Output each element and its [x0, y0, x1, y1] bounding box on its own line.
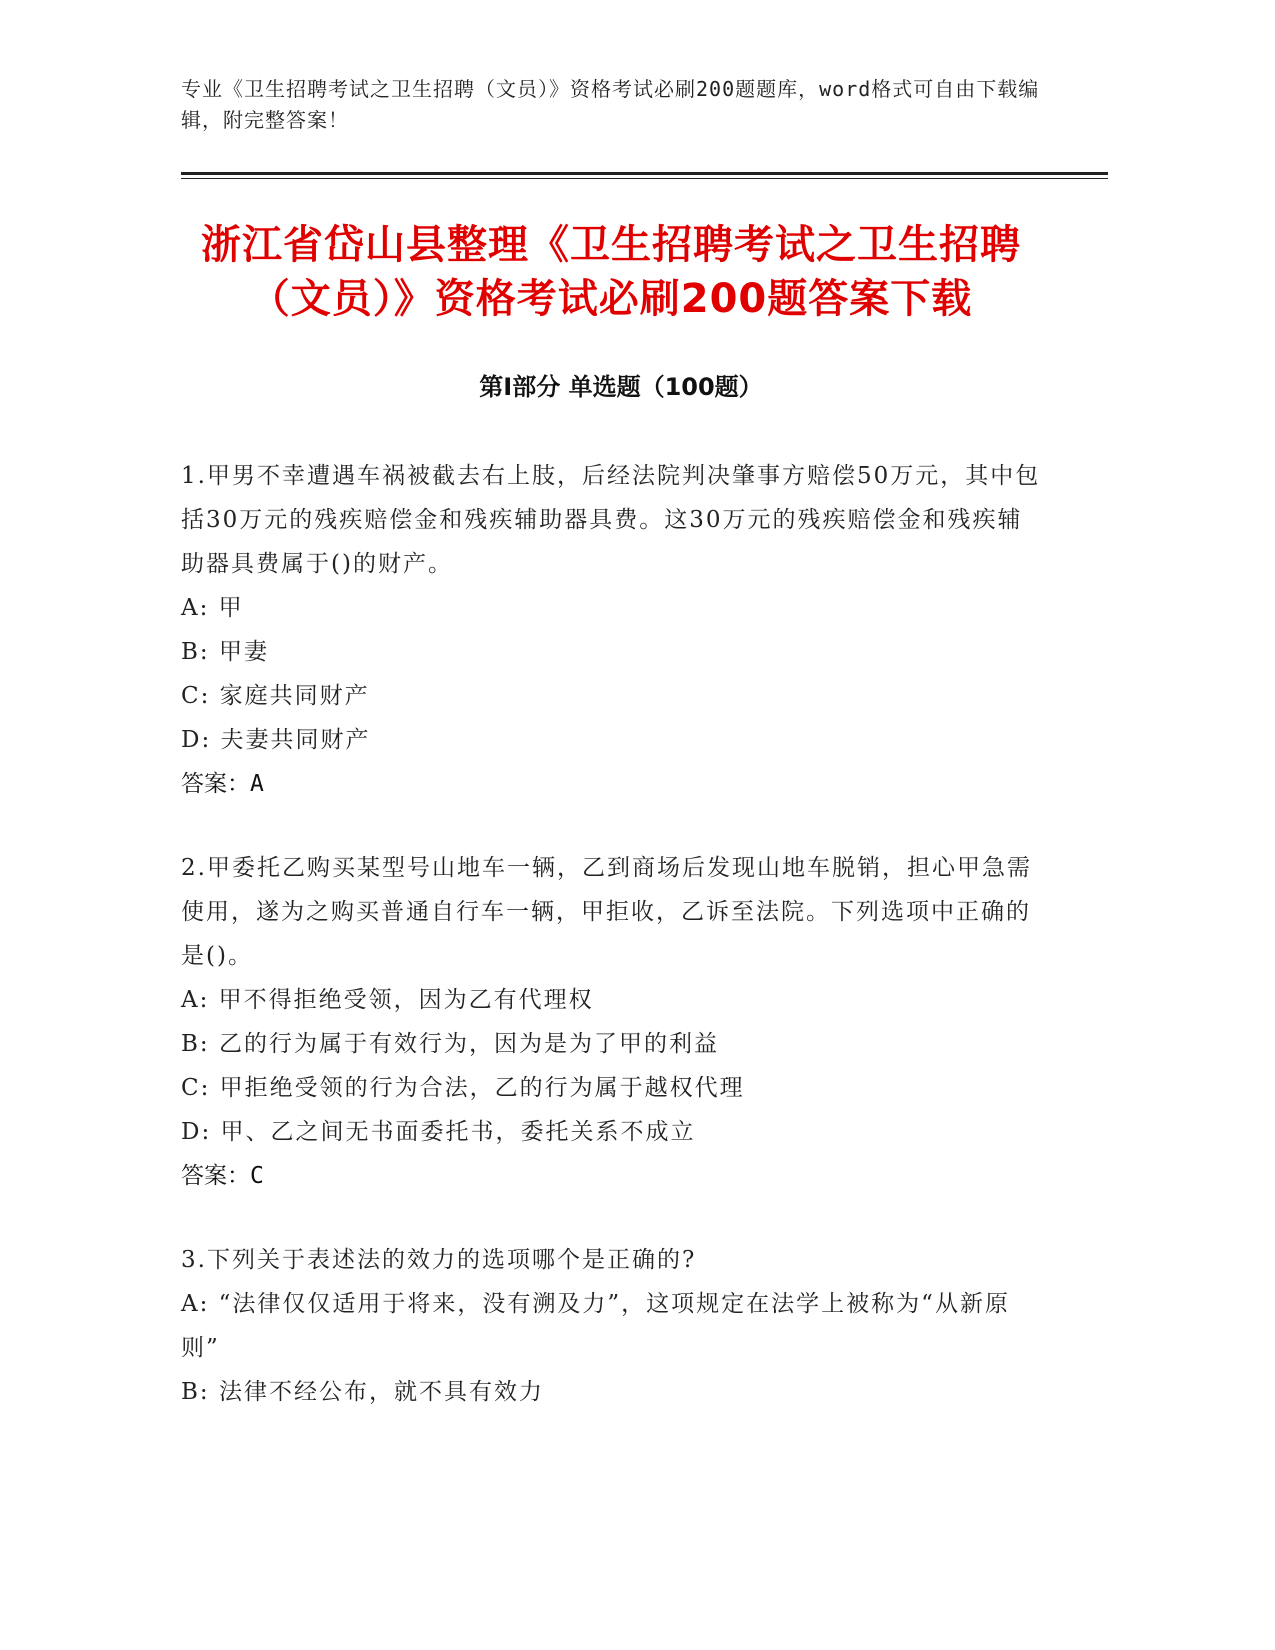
question-stem: 1.甲男不幸遭遇车祸被截去右上肢，后经法院判决肇事方赔偿50万元，其中包括30万元的残疾赔偿金和残疾辅助器具费。这30万元的残疾赔偿金和残疾辅助器具费属于()的财产。 [181, 463, 1041, 577]
option-c: C: 甲拒绝受领的行为合法，乙的行为属于越权代理 [181, 1075, 745, 1101]
option-d: D: 夫妻共同财产 [181, 727, 371, 753]
question-stem: 2.甲委托乙购买某型号山地车一辆，乙到商场后发现山地车脱销，担心甲急需使用，遂为之购买普通自行车一辆，甲拒收，乙诉至法院。下列选项中正确的是()。 [181, 855, 1032, 969]
answer-value: A [250, 771, 264, 797]
answer-label: 答案： [181, 1163, 250, 1189]
section-title: 第I部分 单选题（100题） [479, 373, 763, 401]
answer-label: 答案： [181, 771, 250, 797]
option-b: B: 乙的行为属于有效行为，因为是为了甲的利益 [181, 1031, 719, 1057]
header-rule-thick [181, 172, 1108, 175]
option-a: A: 甲不得拒绝受领，因为乙有代理权 [181, 987, 594, 1013]
document-title: 浙江省岱山县整理《卫生招聘考试之卫生招聘（文员）》资格考试必刷200题答案下载 [201, 222, 1021, 322]
option-c: C: 家庭共同财产 [181, 683, 370, 709]
question-stem: 3.下列关于表述法的效力的选项哪个是正确的? [181, 1247, 697, 1273]
option-a: A: “法律仅仅适用于将来，没有溯及力”，这项规定在法学上被称为“从新原则” [181, 1291, 1010, 1361]
question-1 [181, 454, 1041, 806]
answer-value: C [250, 1163, 264, 1189]
option-d: D: 甲、乙之间无书面委托书，委托关系不成立 [181, 1119, 696, 1145]
question-2 [181, 846, 1041, 1198]
question-list [181, 454, 1041, 1454]
answer-line [181, 1154, 1041, 1198]
option-b: B: 甲妻 [181, 639, 269, 665]
option-b: B: 法律不经公布，就不具有效力 [181, 1379, 544, 1405]
question-3 [181, 1238, 1041, 1414]
header-rule-thin [181, 178, 1108, 179]
option-a: A: 甲 [181, 595, 244, 621]
answer-line [181, 762, 1041, 806]
header-note: 专业《卫生招聘考试之卫生招聘（文员）》资格考试必刷200题题库，word格式可自由下载编辑，附完整答案！ [181, 77, 1040, 132]
